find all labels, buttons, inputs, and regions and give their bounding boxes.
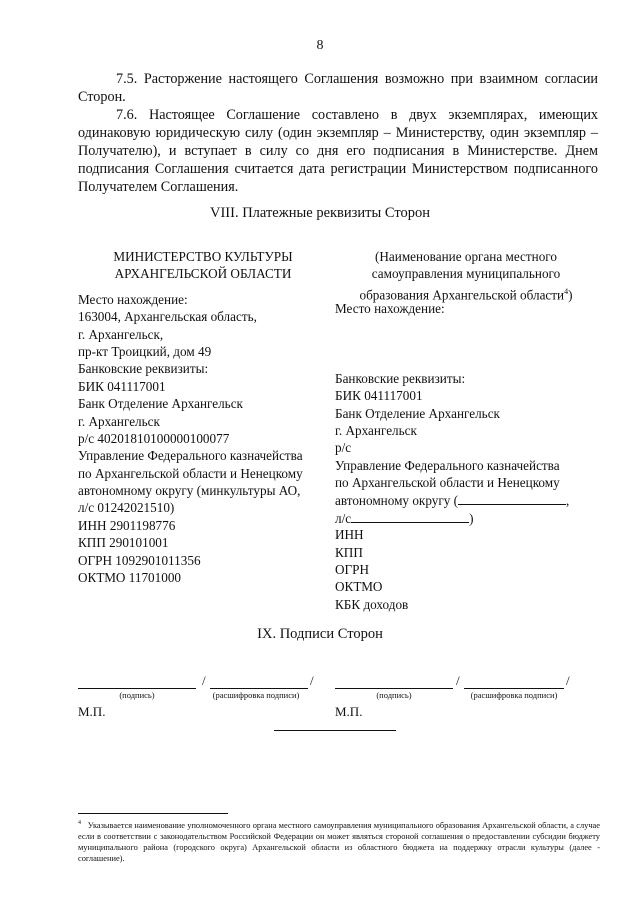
recipient-signature-slash-open: /: [456, 673, 460, 688]
recipient-signature-slash-close: /: [566, 673, 570, 688]
page-number: 8: [316, 38, 324, 53]
recipient-ls-blank: [351, 509, 469, 523]
ministry-personal-account: л/с 01242021510): [78, 500, 175, 516]
recipient-ls-label: л/с: [335, 510, 352, 526]
ministry-stamp-place: М.П.: [78, 704, 106, 719]
ministry-treasury-line3: автономному округу (минкультуры АО,: [78, 483, 301, 499]
recipient-personal-account: [335, 509, 605, 526]
recipient-treasury-line1: Управление Федерального казначейства: [335, 457, 560, 473]
recipient-kpp: КПП: [335, 544, 363, 560]
recipient-name-line3: [335, 283, 597, 303]
ministry-account: р/с 40201810100000100077: [78, 430, 230, 446]
recipient-treasury-line3: [335, 491, 605, 508]
footnote-number: 4: [78, 820, 81, 826]
recipient-bank-label: Банковские реквизиты:: [335, 370, 466, 386]
footnote-ref: 4: [564, 286, 569, 296]
ministry-signature-slash-open: /: [202, 673, 206, 688]
paragraph-7-5: [78, 70, 598, 106]
paragraph-7-6: [78, 106, 598, 196]
ministry-requisites: [78, 248, 338, 586]
recipient-requisites: [335, 248, 605, 613]
ministry-bik: БИК 041117001: [78, 378, 166, 394]
ministry-signature-label: (подпись): [119, 690, 155, 700]
ministry-address-line2: г. Архангельск,: [78, 326, 164, 342]
recipient-treasury-line3-text: автономному округу (: [335, 493, 459, 509]
ministry-inn: ИНН 2901198776: [78, 517, 176, 533]
recipient-inn: ИНН: [335, 527, 364, 543]
ministry-decode-line: [210, 688, 308, 689]
recipient-decode-line: [464, 688, 564, 689]
recipient-treasury-line3-end: ,: [566, 493, 570, 509]
recipient-oktmo: ОКТМО: [335, 579, 383, 595]
recipient-treasury-blank: [458, 491, 566, 505]
recipient-ogrn: ОГРН: [335, 562, 370, 578]
footnote: [78, 818, 600, 865]
ministry-signature-slash-close: /: [310, 673, 314, 688]
ministry-oktmo: ОКТМО 11701000: [78, 570, 182, 586]
ministry-bank-label: Банковские реквизиты:: [78, 361, 209, 377]
recipient-bik: БИК 041117001: [335, 388, 423, 404]
recipient-kbk: КБК доходов: [335, 596, 409, 612]
recipient-name-close: ): [568, 287, 573, 303]
footnote-text: Указывается наименование уполномоченного органа местного самоуправления муниципального образования Архангельской области, а случае если в соответствии с законодательством Российской Федерации он может являться стороной соглашения о предоставлении субсидии бюджету муниципального района (городского округа) Архангельской области из областного бюджета на поддержку отрасли культуры (далее - соглашение).: [78, 820, 600, 864]
footnote-rule: [78, 813, 228, 814]
recipient-treasury-line2: по Архангельской области и Ненецкому: [335, 475, 560, 491]
recipient-bank: Банк Отделение Архангельск: [335, 405, 500, 421]
ministry-name-line2: АРХАНГЕЛЬСКОЙ ОБЛАСТИ: [114, 266, 292, 282]
recipient-ls-end: ): [469, 510, 474, 526]
ministry-ogrn: ОГРН 1092901011356: [78, 552, 201, 568]
recipient-stamp-place: М.П.: [335, 704, 363, 719]
ministry-treasury-line1: Управление Федерального казначейства: [78, 448, 303, 464]
paragraph-7-5-number: 7.5.: [116, 71, 138, 87]
ministry-address-line1: 163004, Архангельская область,: [78, 309, 257, 325]
ministry-kpp: КПП 290101001: [78, 535, 169, 551]
recipient-name-line2: самоуправления муниципального: [371, 266, 561, 282]
ministry-decode-label: (расшифровка подписи): [212, 690, 300, 700]
recipient-decode-label: (расшифровка подписи): [470, 690, 558, 700]
recipient-location-label: Место нахождение:: [335, 301, 445, 317]
ministry-treasury-line2: по Архангельской области и Ненецкому: [78, 465, 303, 481]
ministry-address-line3: пр-кт Троицкий, дом 49: [78, 343, 212, 359]
section-8-title: VIII. Платежные реквизиты Сторон: [210, 205, 430, 221]
recipient-bank-city: г. Архангельск: [335, 422, 417, 438]
paragraph-7-5-text: Расторжение настоящего Соглашения возможно при взаимном согласии Сторон.: [78, 71, 599, 105]
ministry-bank-city: г. Архангельск: [78, 413, 160, 429]
section-9-title: IX. Подписи Сторон: [257, 626, 383, 642]
separator-line: [274, 730, 396, 731]
recipient-signature-label: (подпись): [376, 690, 412, 700]
ministry-signature-line: [78, 688, 196, 689]
ministry-bank: Банк Отделение Архангельск: [78, 396, 243, 412]
recipient-signature-line: [335, 688, 453, 689]
ministry-location-label: Место нахождение:: [78, 291, 188, 307]
recipient-name-line1: (Наименование органа местного: [375, 249, 557, 264]
recipient-name-line3-text: образования Архангельской области: [359, 287, 565, 303]
paragraph-7-6-number: 7.6.: [116, 107, 138, 123]
paragraph-7-6-text: Настоящее Соглашение составлено в двух экземплярах, имеющих одинаковую юридическую силу (один экземпляр – Министерству, один экземпляр – Получателю), и вступает в силу со дня его подписания в Министерстве. Днем подписания Соглашения считается дата регистрации Министерством подписанного Получателем Соглашения.: [78, 107, 599, 195]
recipient-account: р/с: [335, 440, 352, 456]
ministry-name-line1: МИНИСТЕРСТВО КУЛЬТУРЫ: [113, 249, 293, 264]
